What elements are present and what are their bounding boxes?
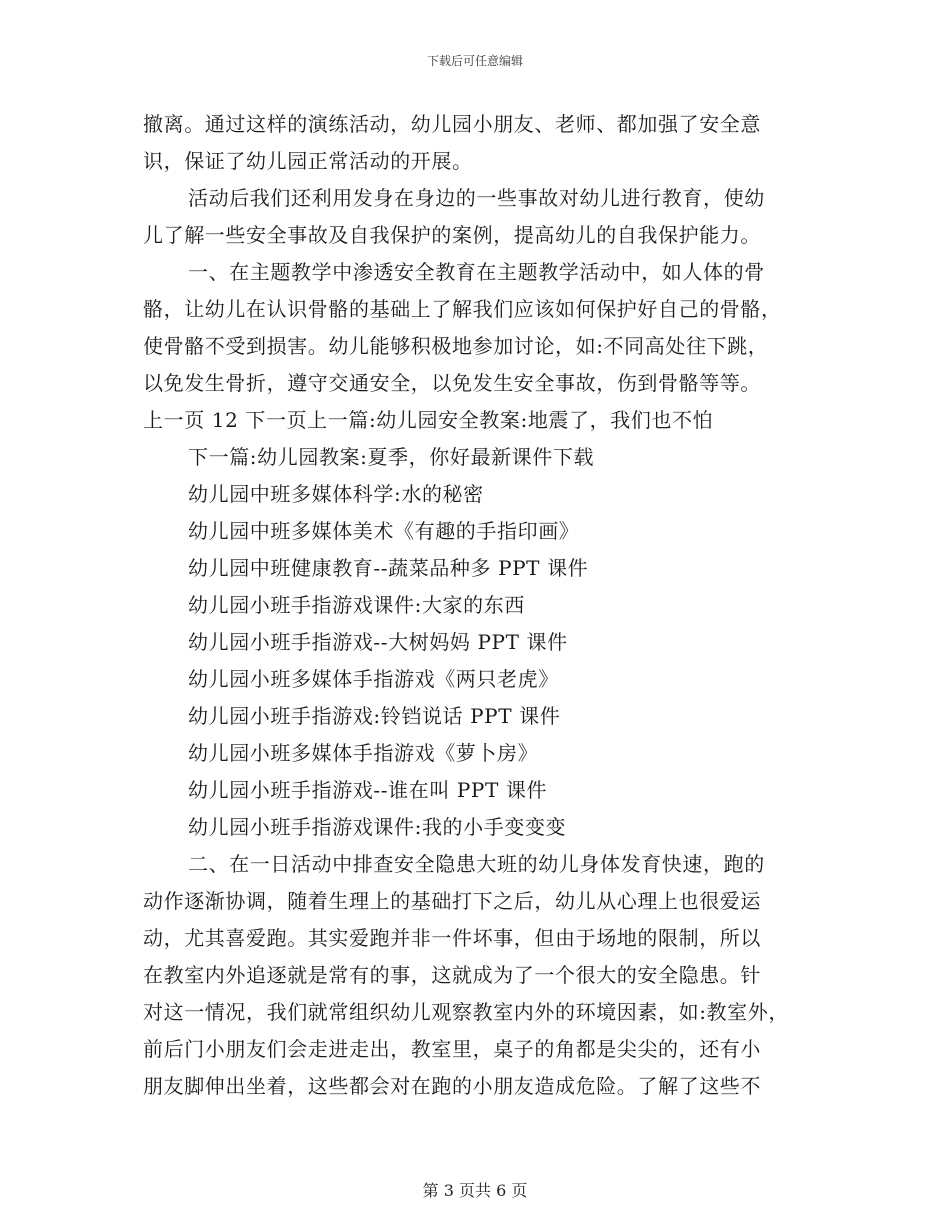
text-line: 幼儿园小班手指游戏--大树妈妈 PPT 课件 (188, 630, 568, 654)
document-body (143, 106, 808, 1105)
text-line: 幼儿园中班多媒体科学:水的秘密 (188, 482, 484, 506)
text-line: 幼儿园中班多媒体美术《有趣的手指印画》 (188, 519, 580, 543)
text-line: 幼儿园小班手指游戏课件:我的小手变变变 (188, 815, 567, 839)
text-line: 以免发生骨折，遵守交通安全，以免发生安全事故，伤到骨骼等等。 (143, 371, 761, 395)
text-line: 识，保证了幼儿园正常活动的开展。 (143, 149, 473, 173)
text-line: 幼儿园小班多媒体手指游戏《两只老虎》 (188, 667, 559, 691)
text-line: 动，尤其喜爱跑。其实爱跑并非一件坏事，但由于场地的限制，所以 (143, 926, 761, 950)
text-line: 幼儿园小班手指游戏:铃铛说话 PPT 课件 (188, 704, 561, 728)
text-line: 对这一情况，我们就常组织幼儿观察教室内外的环境因素，如:教室外， (143, 1000, 789, 1024)
page-footer: 第 3 页共 6 页 (422, 1181, 528, 1200)
text-line: 幼儿园小班手指游戏课件:大家的东西 (188, 593, 525, 617)
text-line: 上一页 12 下一页上一篇:幼儿园安全教案:地震了，我们也不怕 (143, 408, 714, 432)
text-line: 骼，让幼儿在认识骨骼的基础上了解我们应该如何保护好自己的骨骼， (143, 297, 782, 321)
text-line: 幼儿园小班手指游戏--谁在叫 PPT 课件 (188, 778, 548, 802)
text-line: 幼儿园小班多媒体手指游戏《萝卜房》 (188, 741, 539, 765)
text-line: 撤离。通过这样的演练活动，幼儿园小朋友、老师、都加强了安全意 (143, 112, 761, 136)
text-line: 活动后我们还利用发身在身边的一些事故对幼儿进行教育，使幼 (188, 186, 765, 210)
text-line: 前后门小朋友们会走进走出，教室里，桌子的角都是尖尖的，还有小 (143, 1037, 761, 1061)
text-line: 朋友脚伸出坐着，这些都会对在跑的小朋友造成危险。了解了这些不 (143, 1074, 761, 1098)
text-line: 幼儿园中班健康教育--蔬菜品种多 PPT 课件 (188, 556, 589, 580)
text-line: 使骨骼不受到损害。幼儿能够积极地参加讨论，如:不同高处往下跳， (143, 334, 769, 358)
text-line: 下一篇:幼儿园教案:夏季，你好最新课件下载 (188, 445, 595, 469)
text-line: 儿了解一些安全事故及自我保护的案例，提高幼儿的自我保护能力。 (143, 223, 761, 247)
text-line: 动作逐渐协调，随着生理上的基础打下之后，幼儿从心理上也很爱运 (143, 889, 761, 913)
text-line: 二、在一日活动中排查安全隐患大班的幼儿身体发育快速，跑的 (188, 852, 765, 876)
text-line: 一、在主题教学中渗透安全教育在主题教学活动中，如人体的骨 (188, 260, 765, 284)
page-header: 下载后可任意编辑 (426, 54, 523, 68)
text-line: 在教室内外追逐就是常有的事，这就成为了一个很大的安全隐患。针 (143, 963, 761, 987)
